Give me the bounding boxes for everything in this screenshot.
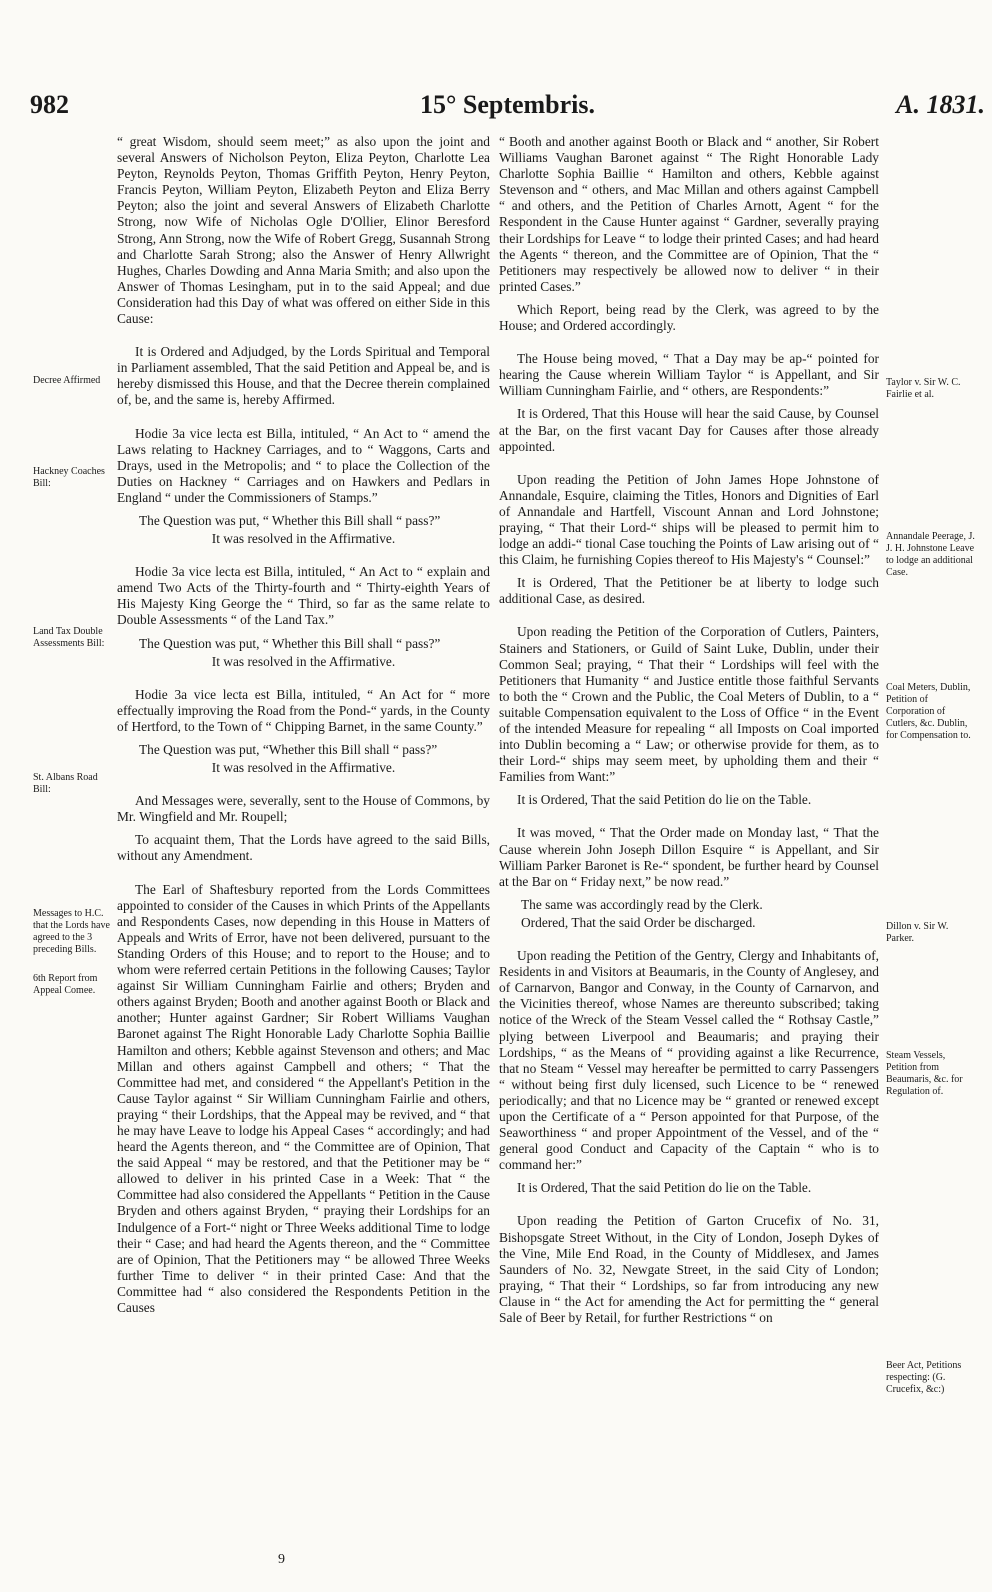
paragraph: Hodie 3a vice lecta est Billa, intituled, “ An Act to “ amend the Laws relating to Hackney Carriages, and to “ Waggons, Carts and Drays, used in the Metropolis; and “ to place the Collection of the Duties on Hackney “ Carriages and on Hawkers and Pedlars in England “ under the Commissioners of Stamps.” bbox=[117, 425, 490, 505]
right-column bbox=[499, 134, 879, 1333]
signature-mark: 9 bbox=[278, 1552, 285, 1567]
paragraph: The House being moved, “ That a Day may be ap-“ pointed for hearing the Cause wherein William Taylor “ is Appellant, and Sir William Cunningham Fairlie, and “ others, are Respondents:” bbox=[499, 351, 879, 399]
paragraph: It is Ordered, That this House will hear the said Cause, by Counsel at the Bar, on the first vacant Day for Causes after those already appointed. bbox=[499, 406, 879, 454]
page-date: 15° Septembris. bbox=[419, 90, 596, 119]
paragraph: And Messages were, severally, sent to the House of Commons, by Mr. Wingfield and Mr. Roupell; bbox=[117, 793, 490, 825]
paragraph: Hodie 3a vice lecta est Billa, intituled, “ An Act for “ more effectually improving the Road from the Pond-“ yards, in the County of Hertford, to the Town of “ Chipping Barnet, in the same County.” bbox=[117, 686, 490, 734]
paragraph: To acquaint them, That the Lords have agreed to the said Bills, without any Amendment. bbox=[117, 832, 490, 864]
margin-note: 6th Report from Appeal Comee. bbox=[33, 973, 98, 996]
paragraph: Upon reading the Petition of the Gentry, Clergy and Inhabitants of, Residents in and Visitors at Beaumaris, in the County of Anglesey, and of Carnarvon, Bangor and Conway, in the County of Carnarvon, and the Vicinities thereof, whose Names are thereunto subscribed; taking notice of the Wreck of the Steam Vessel called the “ Rothsay Castle,” plying between Liverpool and Beaumaris; and praying their Lordships, “ as the Means of “ providing against a like Recurrence, that no Steam “ Vessel may hereafter be permitted to carry Passengers “ without being first duly licensed, such Licence to be “ renewed periodically; and that no Licence may be “ granted or renewed except upon the Certificate of a “ Person appointed for that Purpose, of the Seaworthiness “ and proper Appointment of the Vessel, and of the “ general good Conduct and Capacity of the Captain “ who is to command her:” bbox=[499, 948, 879, 1173]
margin-note: Land Tax Double Assessments Bill: bbox=[33, 626, 105, 649]
margin-note: Beer Act, Petitions respecting: (G. Crucefix, &c:) bbox=[886, 1360, 962, 1395]
paragraph: It is Ordered, That the said Petition do lie on the Table. bbox=[517, 1180, 812, 1196]
paragraph: The Question was put, “ Whether this Bill shall “ pass?” bbox=[139, 512, 441, 528]
paragraph: Ordered, That the said Order be discharged. bbox=[521, 914, 756, 930]
margin-note: Messages to H.C. that the Lords have agreed to the 3 preceding Bills. bbox=[33, 908, 110, 955]
margin-note: St. Albans Road Bill: bbox=[33, 772, 98, 795]
paragraph: Upon reading the Petition of John James Hope Johnstone of Annandale, Esquire, claiming the Titles, Honors and Dignities of Earl of Annandale and Hartfell, Viscount Annan and Lord Johnstone; praying, “ That their Lord-“ ships will be pleased to permit him to lodge an addi-“ tional Case touching the Points of Law arising out of “ this Claim, he furnishing Copies thereof to His Majesty's “ Counsel:” bbox=[499, 471, 879, 568]
page-header bbox=[30, 90, 985, 130]
paragraph: It is Ordered, That the said Petition do lie on the Table. bbox=[517, 792, 812, 808]
paragraph: It is Ordered, That the Petitioner be at liberty to lodge such additional Case, as desired. bbox=[499, 575, 879, 607]
margin-note: Decree Affirmed bbox=[33, 375, 101, 386]
paragraph: The Earl of Shaftesbury reported from the Lords Committees appointed to consider of the Causes in which Prints of the Appellants and Respondents Cases, now depending in this House in Matters of Appeals and Writs of Error, have not been delivered, pursuant to the Standing Orders of this House; and to report to the House; and to whom were referred certain Petitions in the following Causes; Taylor against Sir William Cunningham Fairlie and others; Bryden and others against Bryden; Booth and another against Booth or Black and another; Hunter against Gardner; Sir Robert Williams Vaughan Baronet against The Right Honorable Lady Charlotte Sophia Baillie Hamilton and others; Kebble against Stevenson and others; and Mac Millan and others against Campbell and others; “ That the Committee had met, and considered “ the Appellant's Petition in the Cause Taylor against “ Sir William Cunningham Fairlie and others, praying “ their Lordships, that the Appeal may be revived, and “ that he may have Leave to lodge his Appeal Cases “ accordingly; and had heard the Agents thereon, and “ the Committee are of Opinion, That the said Appeal “ may be restored, and that the Petitioner may be “ allowed to deliver in his printed Case in a Week: That “ the Committee had also considered the Appellants “ Petition in the Cause Bryden and others against Bryden, “ praying their Lordships for an Indulgence of a Fort-“ night or Three Weeks additional Time to lodge their “ Case; and had heard the Agents thereon, and the “ Committee are of Opinion, That the Petitioners may “ be allowed Three Weeks further Time to deliver “ in their printed Case: And that the Committee had “ also considered the Respondents Petition in the Causes bbox=[117, 881, 490, 1315]
paragraph: Hodie 3a vice lecta est Billa, intituled, “ An Act to “ explain and amend Two Acts of the Thirty-fourth and “ Thirty-eighth Years of His Majesty King George the “ Third, so far as the same relate to Double Assessments “ of the Land Tax.” bbox=[117, 564, 490, 628]
left-column bbox=[117, 134, 490, 1323]
paragraph: “ great Wisdom, should seem meet;” as also upon the joint and several Answers of Nicholson Peyton, Eliza Peyton, Charlotte Lea Peyton, Reynolds Peyton, Thomas Griffith Peyton, Henry Peyton, Francis Peyton, William Peyton, Elizabeth Peyton and Eliza Berry Peyton; also the joint and several Answers of Elizabeth Charlotte Strong, now Wife of Nicholas Ogle D'Ollier, Elinor Beresford Strong, Ann Strong, now the Wife of Robert Gregg, Susannah Strong and Charlotte Sarah Strong; also the Answer of Henry Allwright Hughes, Charles Dowding and Anna Maria Smith; and also upon the Answer of Thomas Lesingham, put in to the said Appeal; and due Consideration had this Day of what was offered on either Side in this Cause: bbox=[117, 134, 490, 327]
paragraph: Which Report, being read by the Clerk, was agreed to by the House; and Ordered accordingly. bbox=[499, 301, 879, 334]
paragraph: It is Ordered and Adjudged, by the Lords Spiritual and Temporal in Parliament assembled, That the said Petition and Appeal be, and is hereby dismissed this House, and that the Decree therein complained of, be, and the same is, hereby Affirmed. bbox=[117, 344, 490, 408]
paragraph: It was resolved in the Affirmative. bbox=[211, 653, 396, 669]
paragraph: It was resolved in the Affirmative. bbox=[211, 531, 396, 547]
paragraph: Upon reading the Petition of Garton Crucefix of No. 31, Bishopsgate Street Without, in the City of London, Joseph Dykes of the Vine, Mile End Road, in the County of Middlesex, and James Saunders of No. 32, Newgate Street, in the said City of London; praying, “ That their “ Lordships, so far from introducing any new Clause in “ the Act for amending the Act for permitting the “ general Sale of Beer by Retail, for further Restrictions “ on bbox=[499, 1213, 879, 1325]
paragraph: It was resolved in the Affirmative. bbox=[211, 760, 396, 776]
page-year: A. 1831. bbox=[896, 90, 985, 119]
paragraph: “ Booth and another against Booth or Black and “ another, Sir Robert Williams Vaughan Baronet against “ The Right Honorable Lady Charlotte Sophia Baillie “ Hamilton and others, Kebble against Stevenson and “ others, and Mac Millan and others against Campbell “ and others, and the Petition of Charles Arnott, Agent “ for the Respondent in the Cause Hunter against “ Gardner, severally praying their Lordships for Leave “ to lodge their printed Cases; and had heard the Agents “ thereon, and the Committee are of Opinion, That the “ Petitioners may respectively be allowed now to deliver “ in their printed Cases.” bbox=[499, 134, 879, 294]
paragraph: The same was accordingly read by the Clerk. bbox=[521, 896, 763, 912]
paragraph: It was moved, “ That the Order made on Monday last, “ That the Cause wherein John Joseph Dillon Esquire “ is Appellant, and Sir William Parker Baronet is Re-“ spondent, be further heard by Counsel at the Bar on “ Friday next,” be now read.” bbox=[499, 825, 879, 889]
margin-note: Dillon v. Sir W. Parker. bbox=[886, 921, 949, 944]
margin-note: Annandale Peerage, J. J. H. Johnstone Leave to lodge an additional Case. bbox=[886, 531, 975, 578]
paragraph: The Question was put, “Whether this Bill shall “ pass?” bbox=[139, 742, 438, 757]
margin-note: Hackney Coaches Bill: bbox=[33, 466, 105, 489]
margin-note: Steam Vessels, Petition from Beaumaris, &c. for Regulation of. bbox=[886, 1050, 963, 1097]
paragraph: Upon reading the Petition of the Corporation of Cutlers, Painters, Stainers and Stationers, or Guild of Saint Luke, Dublin, under their Common Seal; praying, “ That their “ Lordships will feel with the Petitioners that Humanity “ and Justice entitle those faithful Servants to both the “ Crown and the Public, the Coal Meters of Dublin, to a “ suitable Compensation equivalent to the Loss of Office “ in the Event of the intended Measure for repealing “ all Imposts on Coal imported into Dublin becoming a “ Law; or otherwise provide for them, as to their Lord-“ ships may seem meet, by upholding them and their “ Families from Want:” bbox=[499, 624, 879, 785]
margin-note: Taylor v. Sir W. C. Fairlie et al. bbox=[886, 377, 961, 400]
page-number: 982 bbox=[30, 90, 69, 119]
paragraph: The Question was put, “ Whether this Bill shall “ pass?” bbox=[139, 635, 441, 651]
margin-note: Coal Meters, Dublin, Petition of Corporation of Cutlers, &c. Dublin, for Compensation to. bbox=[886, 682, 971, 741]
